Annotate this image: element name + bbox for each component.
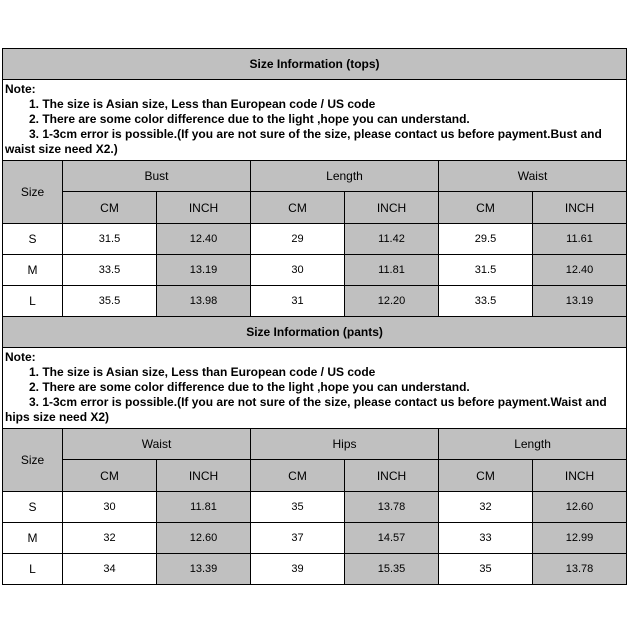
pants-size-header: Size xyxy=(3,429,63,492)
tops-value-cell: 29 xyxy=(251,224,345,255)
pants-unit-header: INCH xyxy=(157,460,251,492)
tops-group-bust: Bust xyxy=(63,161,251,192)
pants-unit-header: CM xyxy=(63,460,157,492)
pants-note-2: 2. There are some color difference due to the light ,hope you can understand. xyxy=(29,380,470,394)
pants-size-cell: S xyxy=(3,492,63,523)
pants-value-cell: 35 xyxy=(251,492,345,523)
tops-note-2: 2. There are some color difference due to the light ,hope you can understand. xyxy=(29,112,470,126)
pants-note xyxy=(3,348,627,429)
pants-value-cell: 33 xyxy=(439,523,533,554)
tops-value-cell: 33.5 xyxy=(439,286,533,317)
pants-group-waist: Waist xyxy=(63,429,251,460)
pants-value-cell: 11.81 xyxy=(157,492,251,523)
tops-note-label: Note: xyxy=(5,82,36,96)
size-chart-table xyxy=(2,48,627,585)
pants-unit-header: CM xyxy=(251,460,345,492)
tops-title: Size Information (tops) xyxy=(3,49,627,80)
pants-unit-header: CM xyxy=(439,460,533,492)
tops-unit-header: INCH xyxy=(345,192,439,224)
tops-size-header: Size xyxy=(3,161,63,224)
tops-note-3: 3. 1-3cm error is possible.(If you are not sure of the size, please contact us before payment.Bust and waist size need X2.) xyxy=(5,127,602,156)
pants-group-length: Length xyxy=(439,429,627,460)
tops-value-cell: 33.5 xyxy=(63,255,157,286)
pants-value-cell: 37 xyxy=(251,523,345,554)
tops-value-cell: 11.42 xyxy=(345,224,439,255)
tops-value-cell: 13.19 xyxy=(157,255,251,286)
tops-value-cell: 31.5 xyxy=(439,255,533,286)
tops-value-cell: 11.81 xyxy=(345,255,439,286)
tops-value-cell: 11.61 xyxy=(533,224,627,255)
pants-value-cell: 13.39 xyxy=(157,554,251,585)
pants-row xyxy=(3,492,627,523)
tops-row xyxy=(3,255,627,286)
pants-row xyxy=(3,523,627,554)
tops-value-cell: 13.19 xyxy=(533,286,627,317)
tops-value-cell: 30 xyxy=(251,255,345,286)
tops-value-cell: 31.5 xyxy=(63,224,157,255)
pants-unit-header: INCH xyxy=(533,460,627,492)
pants-value-cell: 12.99 xyxy=(533,523,627,554)
pants-value-cell: 32 xyxy=(439,492,533,523)
pants-size-cell: L xyxy=(3,554,63,585)
pants-note-label: Note: xyxy=(5,350,36,364)
tops-row xyxy=(3,224,627,255)
tops-unit-header: INCH xyxy=(533,192,627,224)
tops-note-1: 1. The size is Asian size, Less than European code / US code xyxy=(29,97,376,111)
tops-value-cell: 12.40 xyxy=(157,224,251,255)
tops-value-cell: 31 xyxy=(251,286,345,317)
pants-value-cell: 15.35 xyxy=(345,554,439,585)
pants-value-cell: 30 xyxy=(63,492,157,523)
size-chart-sheet xyxy=(2,48,626,585)
tops-value-cell: 29.5 xyxy=(439,224,533,255)
tops-unit-header: CM xyxy=(251,192,345,224)
tops-value-cell: 12.40 xyxy=(533,255,627,286)
pants-value-cell: 12.60 xyxy=(157,523,251,554)
tops-size-cell: M xyxy=(3,255,63,286)
pants-value-cell: 12.60 xyxy=(533,492,627,523)
pants-group-hips: Hips xyxy=(251,429,439,460)
pants-value-cell: 32 xyxy=(63,523,157,554)
pants-note-3: 3. 1-3cm error is possible.(If you are not sure of the size, please contact us before payment.Waist and hips size need X2) xyxy=(5,395,607,424)
pants-unit-header: INCH xyxy=(345,460,439,492)
pants-value-cell: 34 xyxy=(63,554,157,585)
tops-group-waist: Waist xyxy=(439,161,627,192)
pants-value-cell: 13.78 xyxy=(345,492,439,523)
pants-value-cell: 35 xyxy=(439,554,533,585)
pants-title: Size Information (pants) xyxy=(3,317,627,348)
tops-row xyxy=(3,286,627,317)
tops-size-cell: S xyxy=(3,224,63,255)
pants-row xyxy=(3,554,627,585)
tops-size-cell: L xyxy=(3,286,63,317)
pants-value-cell: 14.57 xyxy=(345,523,439,554)
tops-unit-header: CM xyxy=(439,192,533,224)
pants-value-cell: 39 xyxy=(251,554,345,585)
tops-value-cell: 13.98 xyxy=(157,286,251,317)
pants-size-cell: M xyxy=(3,523,63,554)
tops-group-length: Length xyxy=(251,161,439,192)
pants-note-1: 1. The size is Asian size, Less than European code / US code xyxy=(29,365,376,379)
tops-note xyxy=(3,80,627,161)
tops-value-cell: 35.5 xyxy=(63,286,157,317)
pants-value-cell: 13.78 xyxy=(533,554,627,585)
tops-value-cell: 12.20 xyxy=(345,286,439,317)
tops-unit-header: INCH xyxy=(157,192,251,224)
tops-unit-header: CM xyxy=(63,192,157,224)
